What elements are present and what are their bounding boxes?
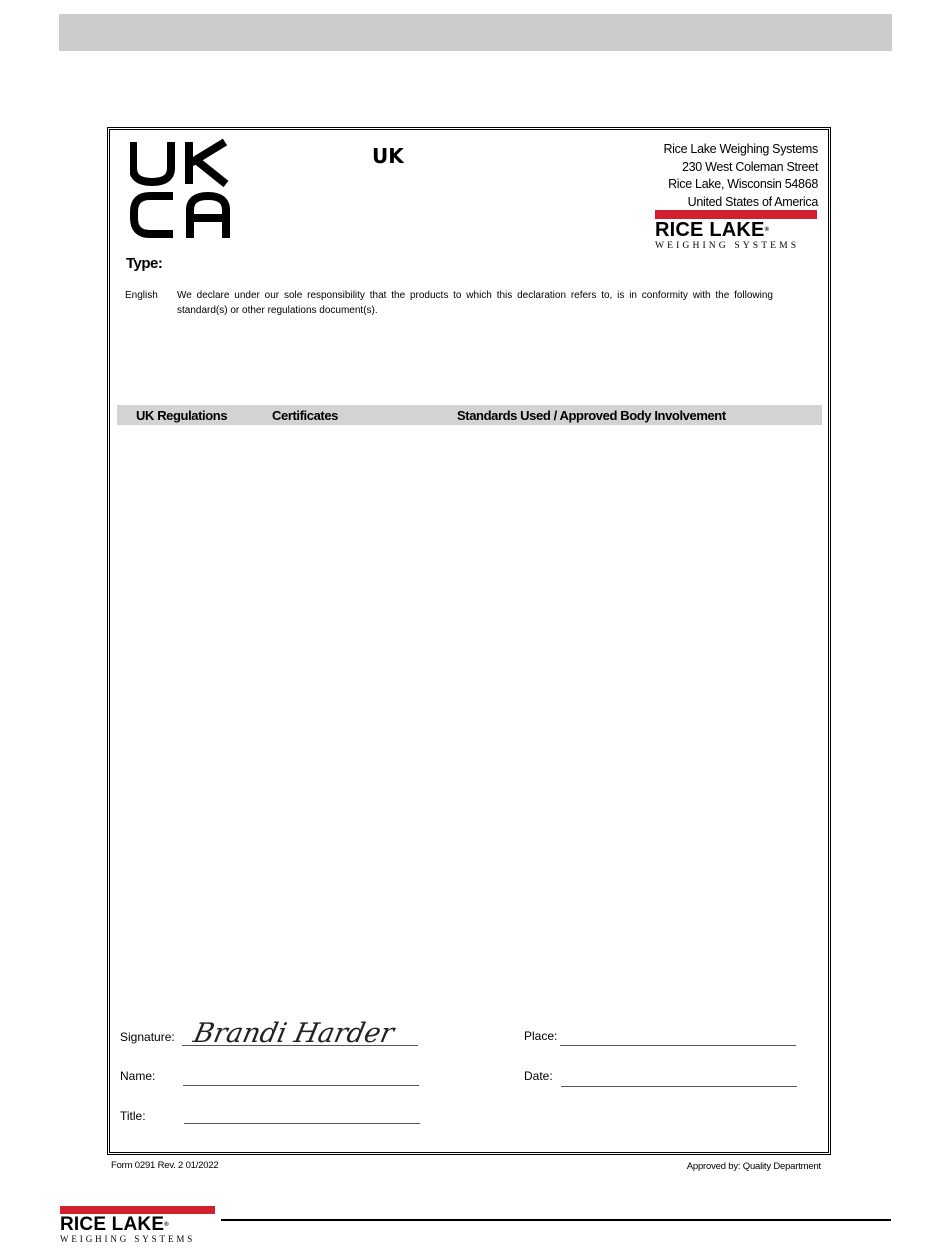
footer-logo-tagline: WEIGHING SYSTEMS [60,1234,196,1244]
address-line: 230 West Coleman Street [682,159,818,174]
name-label: Name: [120,1069,156,1083]
header-bar [59,14,892,51]
footer-rule [221,1219,891,1221]
ukca-mark-icon [130,138,230,238]
address-line: Rice Lake, Wisconsin 54868 [668,177,818,192]
declaration-language: English [125,290,158,301]
date-field[interactable] [561,1086,797,1087]
address-line: Rice Lake Weighing Systems [663,142,818,156]
type-label: Type: [126,255,163,272]
footer-logo-red-bar [60,1206,215,1214]
date-label: Date: [524,1069,553,1083]
table-header [117,405,822,425]
document-title: UK [372,144,404,168]
logo-red-bar [655,210,817,219]
rice-lake-logo: RICE LAKE® WEIGHING SYSTEMS [655,210,817,251]
logo-wordmark: RICE LAKE [655,219,765,241]
header-certificates: Certificates [272,408,339,423]
approved-by: Approved by: Quality Department [686,1161,821,1172]
declaration-text: We declare under our sole responsibility that the products to which this declaration refers to, is in conformity with the following standard(s) or other regulations document(s). [177,290,773,316]
footer-logo-wordmark: RICE LAKE [60,1214,165,1235]
title-label: Title: [120,1109,146,1123]
name-field[interactable] [183,1085,419,1086]
footer-logo: RICE LAKE® WEIGHING SYSTEMS [60,1206,215,1245]
declaration-form [107,127,831,1155]
header-uk-regulations: UK Regulations [136,408,228,423]
signature-label: Signature: [120,1030,175,1044]
form-number: Form 0291 Rev. 2 01/2022 [111,1160,219,1171]
place-field[interactable] [560,1045,796,1046]
signature-line[interactable] [182,1045,418,1046]
title-field[interactable] [184,1123,420,1124]
place-label: Place: [524,1029,558,1043]
header-standards: Standards Used / Approved Body Involvement [457,408,726,423]
address-line: United States of America [687,194,818,209]
logo-tagline: WEIGHING SYSTEMS [655,240,800,251]
company-address [663,141,818,211]
svg-text:Brandi Harder: Brandi Harder [190,1018,397,1049]
